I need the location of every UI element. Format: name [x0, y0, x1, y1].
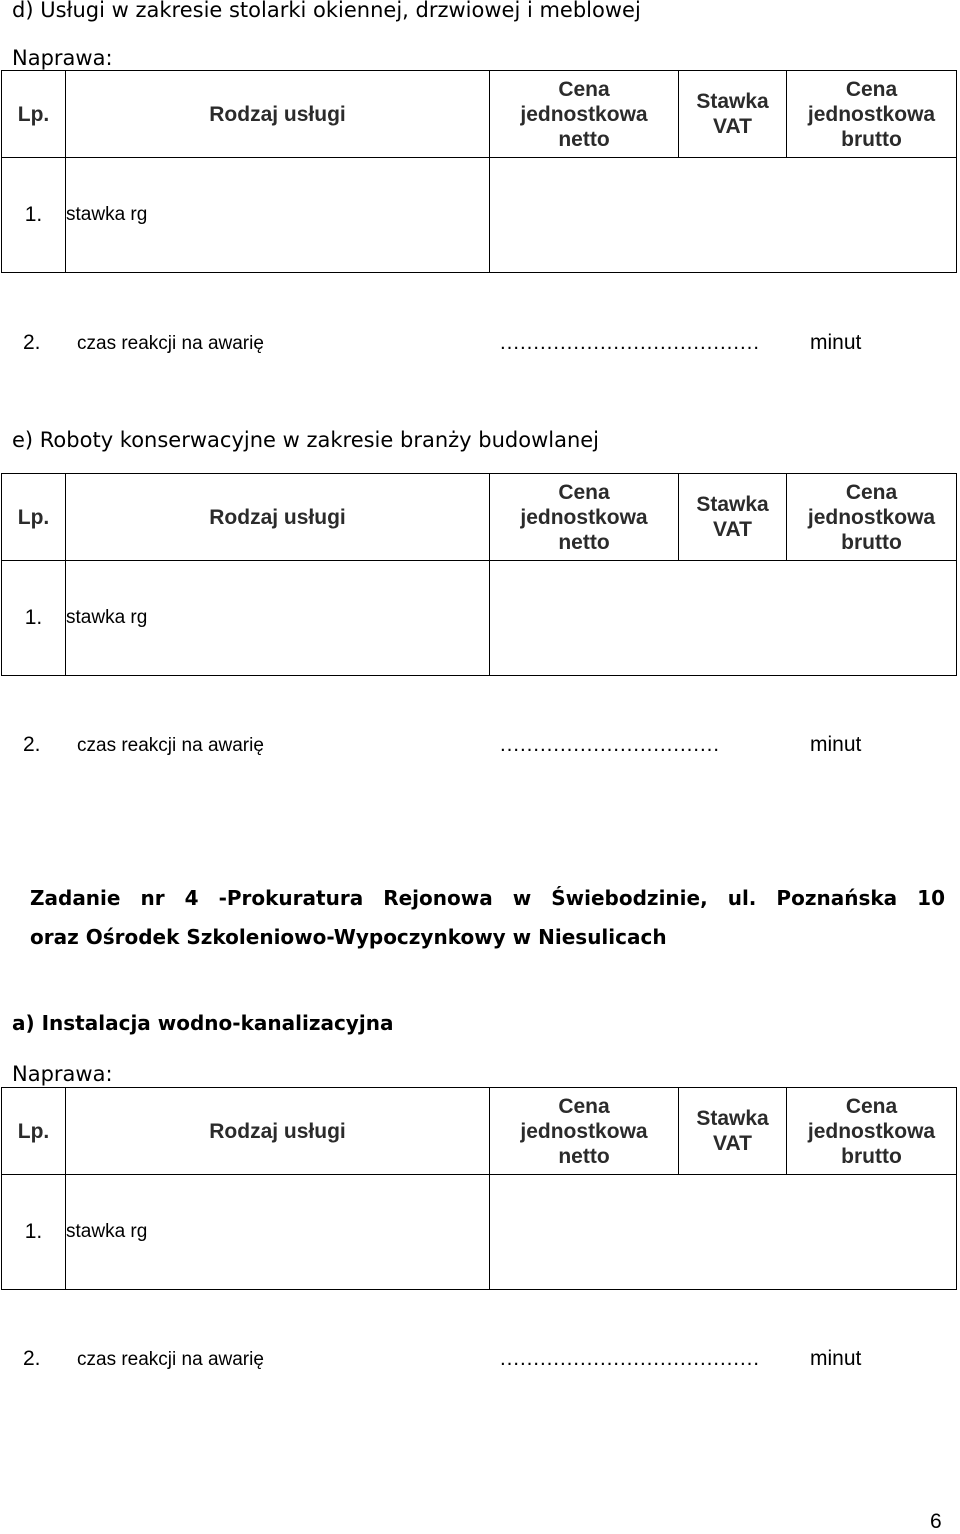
row-number: 1. [2, 561, 66, 676]
response-label: czas reakcji na awarię [77, 333, 264, 354]
response-blank[interactable]: ………………………………… [499, 331, 759, 354]
section-a-heading: a) Instalacja wodno-kanalizacyjna [12, 1011, 394, 1035]
response-number: 2. [23, 331, 41, 354]
section-d-heading: d) Usługi w zakresie stolarki okiennej, drzwiowej i meblowej [12, 0, 641, 22]
row-number: 1. [2, 1175, 66, 1290]
response-label: czas reakcji na awarię [77, 1349, 264, 1370]
response-number: 2. [23, 1347, 41, 1370]
col-header-gross-price: Cena jednostkowa brutto [787, 474, 957, 561]
col-header-vat: Stawka VAT [679, 474, 787, 561]
col-header-gross-price: Cena jednostkowa brutto [787, 1088, 957, 1175]
response-unit: minut [810, 331, 862, 354]
table-row [2, 158, 957, 273]
response-label: czas reakcji na awarię [77, 735, 264, 756]
section-a-price-table [1, 1087, 957, 1290]
col-header-lp: Lp. [2, 474, 66, 561]
row-price-cell[interactable] [490, 561, 957, 676]
col-header-net-price: Cena jednostkowa netto [490, 474, 679, 561]
col-header-vat: Stawka VAT [679, 1088, 787, 1175]
table-row [2, 1175, 957, 1290]
col-header-net-price: Cena jednostkowa netto [490, 1088, 679, 1175]
response-number: 2. [23, 733, 41, 756]
table-row [2, 561, 957, 676]
col-header-service: Rodzaj usługi [66, 474, 490, 561]
section-d-subheading: Naprawa: [12, 46, 113, 70]
col-header-lp: Lp. [2, 71, 66, 158]
section-a-subheading: Naprawa: [12, 1062, 113, 1086]
col-header-vat: Stawka VAT [679, 71, 787, 158]
row-price-cell[interactable] [490, 158, 957, 273]
response-unit: minut [810, 733, 862, 756]
section-a-response-line [1, 1331, 956, 1391]
row-number: 1. [2, 158, 66, 273]
row-service: stawka rg [66, 561, 490, 676]
col-header-service: Rodzaj usługi [66, 1088, 490, 1175]
col-header-service: Rodzaj usługi [66, 71, 490, 158]
section-e-response-line [1, 717, 956, 777]
col-header-net-price: Cena jednostkowa netto [490, 71, 679, 158]
table-header-row [2, 474, 957, 561]
section-e-heading: e) Roboty konserwacyjne w zakresie branży budowlanej [12, 428, 600, 452]
col-header-gross-price: Cena jednostkowa brutto [787, 71, 957, 158]
section-d-price-table [1, 70, 957, 273]
row-price-cell[interactable] [490, 1175, 957, 1290]
task-title-line1: Zadanie nr 4 -Prokuratura Rejonowa w Świebodzinie, ul. Poznańska 10 [30, 886, 945, 910]
row-service: stawka rg [66, 158, 490, 273]
col-header-lp: Lp. [2, 1088, 66, 1175]
row-service: stawka rg [66, 1175, 490, 1290]
task-title-line2: oraz Ośrodek Szkoleniowo-Wypoczynkowy w Niesulicach [30, 925, 667, 949]
table-header-row [2, 1088, 957, 1175]
section-e-price-table [1, 473, 957, 676]
response-blank[interactable]: …………………………… [499, 733, 719, 756]
section-d-response-line [1, 315, 956, 375]
page-number: 6 [930, 1510, 942, 1533]
response-unit: minut [810, 1347, 862, 1370]
table-header-row [2, 71, 957, 158]
response-blank[interactable]: ………………………………… [499, 1347, 759, 1370]
